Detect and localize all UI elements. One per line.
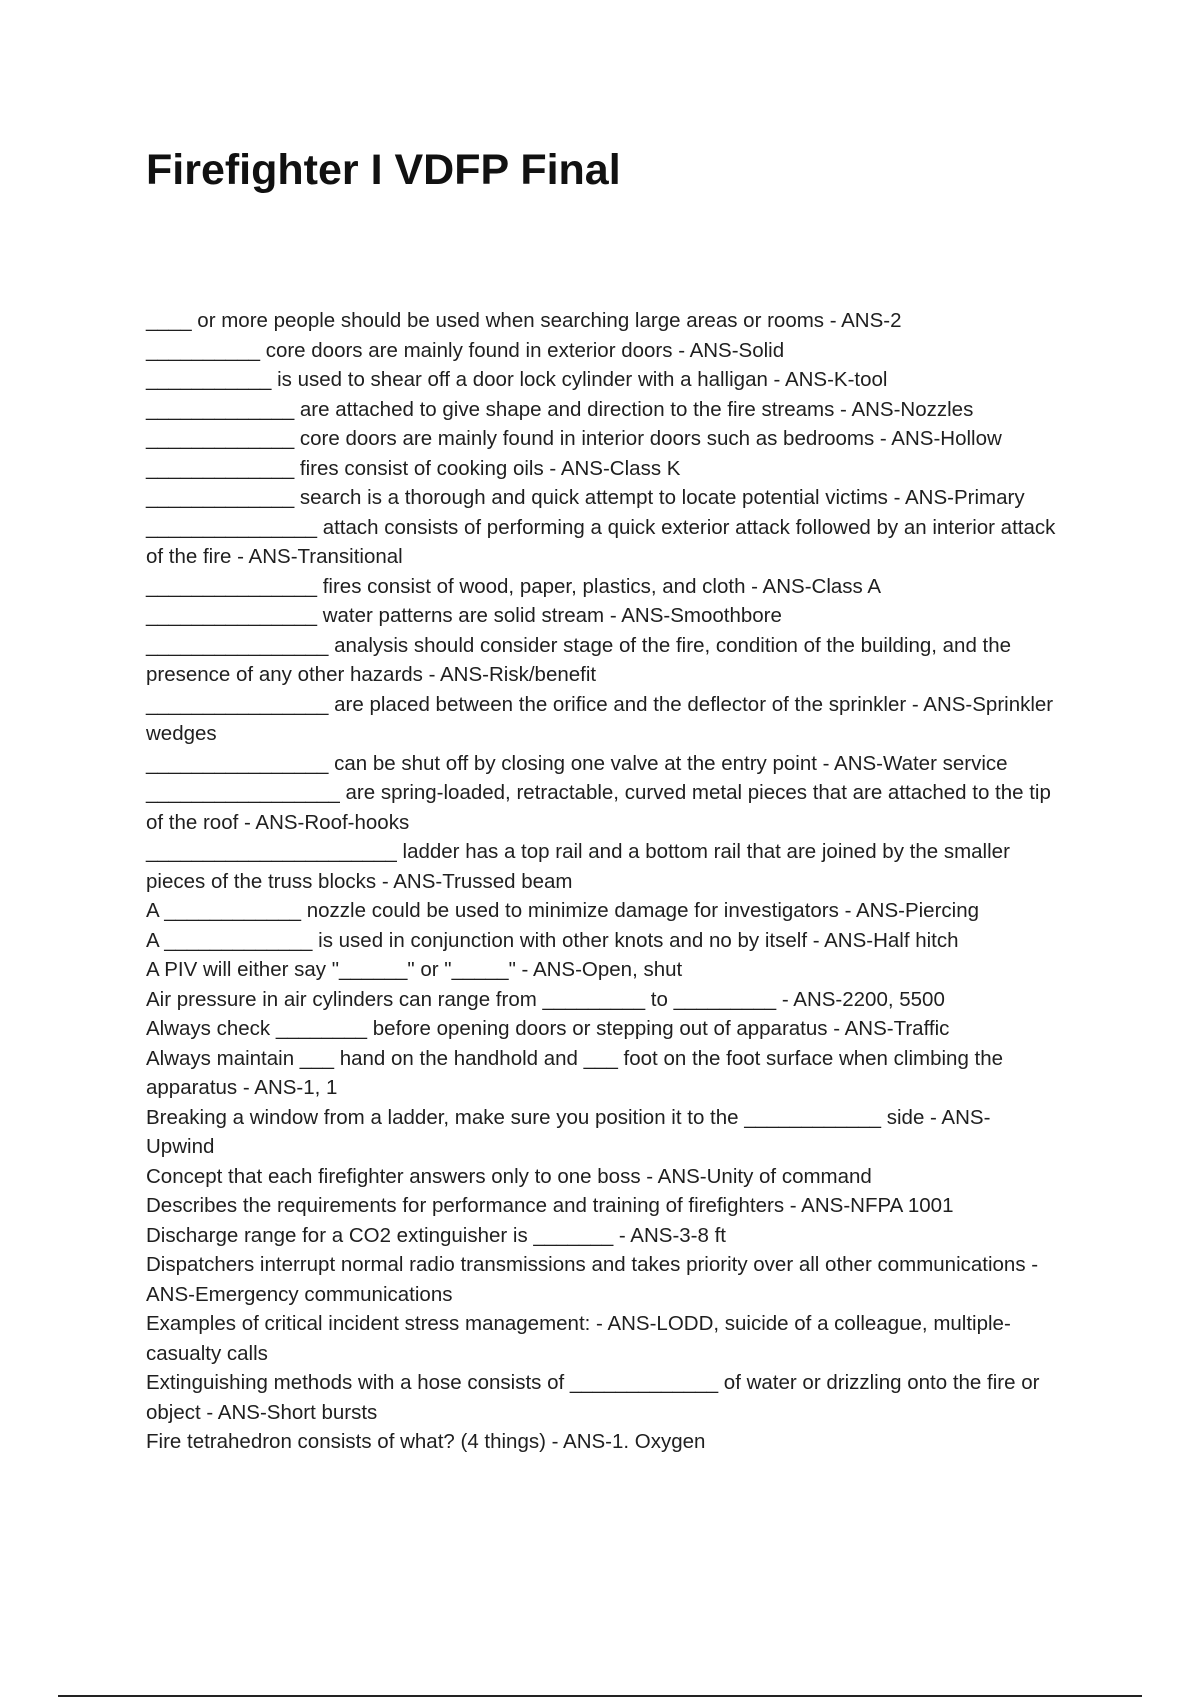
qa-line: Breaking a window from a ladder, make sure you position it to the ____________ side - ANS-Upwind xyxy=(146,1105,991,1158)
qa-line: _____________ search is a thorough and quick attempt to locate potential victims - ANS-Primary xyxy=(146,486,1025,509)
qa-line: ____ or more people should be used when searching large areas or rooms - ANS-2 xyxy=(146,309,902,332)
qa-line: ___________ is used to shear off a door lock cylinder with a halligan - ANS-K-tool xyxy=(146,368,888,391)
qa-line: Concept that each firefighter answers only to one boss - ANS-Unity of command xyxy=(146,1164,872,1188)
qa-line: _____________ fires consist of cooking oils - ANS-Class K xyxy=(146,456,681,480)
qa-line: Always check ________ before opening doors or stepping out of apparatus - ANS-Traffic xyxy=(146,1017,950,1040)
qa-line: ______________________ ladder has a top rail and a bottom rail that are joined by the smaller pieces of the truss blocks - ANS-Trussed beam xyxy=(146,840,1010,893)
qa-line: Air pressure in air cylinders can range from _________ to _________ - ANS-2200, 5500 xyxy=(146,987,945,1011)
page-title: Firefighter I VDFP Final xyxy=(146,146,621,194)
qa-line: _________________ are spring-loaded, retractable, curved metal pieces that are attached to the tip of the roof - ANS-Roof-hooks xyxy=(146,781,1051,834)
qa-line: _______________ water patterns are solid stream - ANS-Smoothbore xyxy=(146,604,782,627)
qa-line: _______________ attach consists of performing a quick exterior attack followed by an interior attack of the fire - ANS-Transitional xyxy=(146,515,1056,568)
footer-divider xyxy=(58,1695,1142,1697)
qa-line: A ____________ nozzle could be used to minimize damage for investigators - ANS-Piercing xyxy=(146,899,980,922)
qa-line: _____________ core doors are mainly found in interior doors such as bedrooms - ANS-Hollow xyxy=(146,427,1002,450)
qa-line: _______________ fires consist of wood, paper, plastics, and cloth - ANS-Class A xyxy=(146,574,882,598)
qa-line: Discharge range for a CO2 extinguisher is _______ - ANS-3-8 ft xyxy=(146,1223,726,1247)
qa-line: ________________ analysis should consider stage of the fire, condition of the building, and the presence of any other hazards - ANS-Risk/benefit xyxy=(146,633,1012,686)
qa-line: Always maintain ___ hand on the handhold and ___ foot on the foot surface when climbing the apparatus - ANS-1, 1 xyxy=(146,1046,1004,1099)
qa-line: ________________ can be shut off by closing one valve at the entry point - ANS-Water service xyxy=(146,751,1008,775)
qa-line: A _____________ is used in conjunction with other knots and no by itself - ANS-Half hitch xyxy=(146,928,959,952)
qa-line: Extinguishing methods with a hose consists of _____________ of water or drizzling onto the fire or object - ANS-Short bursts xyxy=(146,1371,1040,1424)
qa-line: Dispatchers interrupt normal radio transmissions and takes priority over all other communications - ANS-Emergency communications xyxy=(146,1253,1039,1306)
qa-list xyxy=(146,306,1056,1457)
qa-line: __________ core doors are mainly found in exterior doors - ANS-Solid xyxy=(146,338,785,362)
qa-line: ________________ are placed between the orifice and the deflector of the sprinkler - ANS-Sprinkler wedges xyxy=(146,692,1054,745)
qa-line: A PIV will either say "______" or "_____" - ANS-Open, shut xyxy=(146,958,683,981)
qa-line: Fire tetrahedron consists of what? (4 things) - ANS-1. Oxygen xyxy=(146,1430,706,1453)
qa-line: Describes the requirements for performance and training of firefighters - ANS-NFPA 1001 xyxy=(146,1194,954,1217)
qa-line: _____________ are attached to give shape and direction to the fire streams - ANS-Nozzles xyxy=(146,397,974,421)
qa-line: Examples of critical incident stress management: - ANS-LODD, suicide of a colleague, multiple-casualty calls xyxy=(146,1312,1011,1365)
